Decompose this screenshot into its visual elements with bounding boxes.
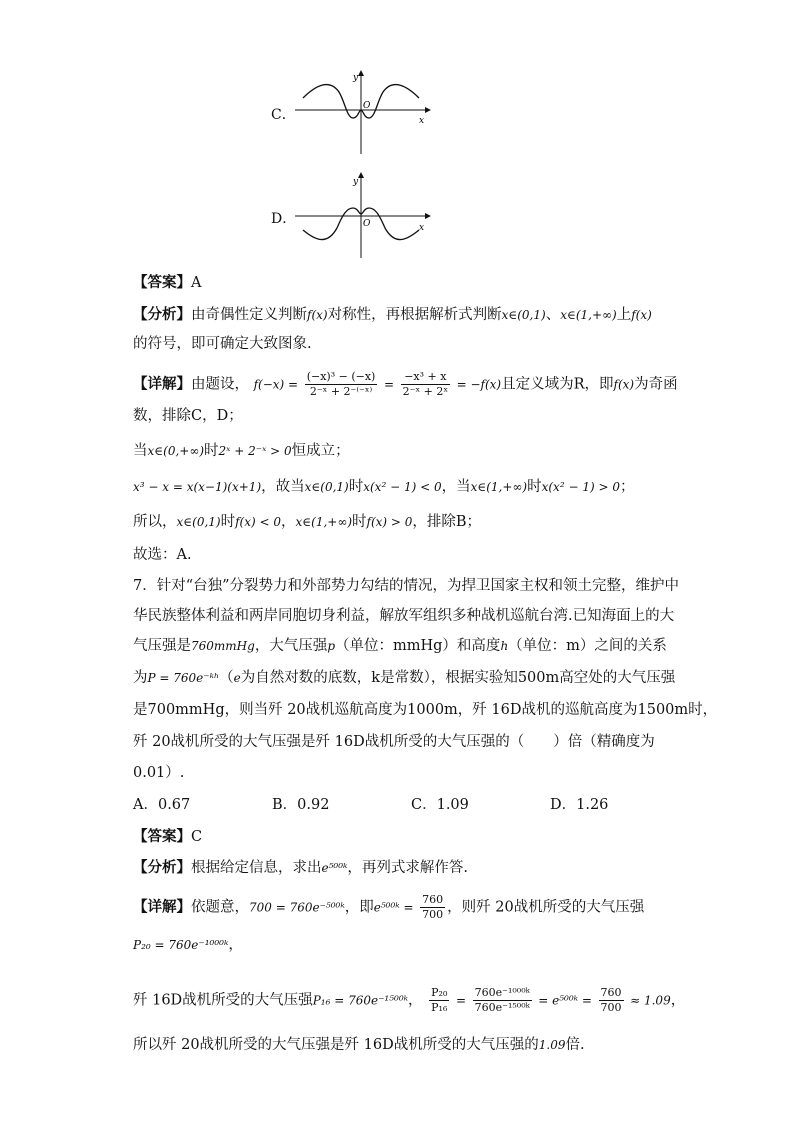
q7-stem-line2: 华民族整体利益和两岸同胞切身利益，解放军组织多种战机巡航台湾.已知海面上的大 — [133, 608, 675, 624]
q6-analysis: 【分析】由奇偶性定义判断f(x)对称性，再根据解析式判断x∈(0,1)、x∈(1,+∞)上f(x) — [133, 306, 652, 323]
q6-fraction-1: $\frac{\text{(−x)³ − (−x)}}{\text{2⁻ˣ + 2⁻⁽⁻ˣ⁾}}$ — [306, 370, 376, 398]
q6-analysis-line2: 的符号，即可确定大致图象. — [133, 336, 312, 352]
q7-option-b: B．0.92 — [272, 797, 330, 813]
q7-stem-line7: 0.01）. — [133, 765, 185, 781]
q7-ratio-fraction: $\frac{\text{P₂₀}}{\text{P₁₆}}$ — [431, 986, 448, 1014]
option-c-origin-label: O — [363, 101, 371, 111]
q7-option-a: A．0.67 — [133, 797, 191, 813]
q7-stem-line3: 气压强是760mmHg，大气压强p（单位：mmHg）和高度h（单位：m）之间的关系 — [133, 638, 667, 654]
q6-detail: 【详解】由题设， f(−x) = $\frac{\text{(−x)³ − (−x)}}{\text{2⁻ˣ + 2⁻⁽⁻ˣ⁾}}$ = $\frac{\text{−x³ + x}}{\text{2⁻ˣ + 2ˣ}}$ = −f(x)且定义域为R，即f(x)为奇函 — [133, 370, 678, 398]
q7-fraction-1: $\frac{760}{700}$ — [422, 893, 444, 921]
option-d-origin-label: O — [363, 219, 371, 229]
q6-answer: 【答案】A — [133, 274, 202, 291]
q7-stem-line4: 为P = 760e⁻ᵏʰ（e为自然对数的底数，k是常数），根据实验知500m高空处的大气压强 — [133, 670, 676, 686]
q7-analysis: 【分析】根据给定信息，求出e⁵⁰⁰ᵏ，再列式求解作答. — [133, 859, 469, 876]
q7-stem-line1: 7．针对“台独”分裂势力和外部势力勾结的情况，为捍卫国家主权和领土完整，维护中 — [133, 578, 680, 594]
option-d-graph — [295, 170, 435, 260]
option-c-x-label: x — [419, 116, 425, 126]
q6-choice: 故选：A. — [133, 547, 192, 563]
q7-detail: 【详解】依题意，700 = 760e⁻⁵⁰⁰ᵏ，即e⁵⁰⁰ᵏ = $\frac{760}{700}$ ，则歼 20战机所受的大气压强 — [133, 893, 645, 921]
option-d-label: D． — [271, 211, 297, 227]
q7-ratio-fraction-2: $\frac{\text{760e⁻¹⁰⁰⁰ᵏ}}{\text{760e⁻¹⁵⁰⁰ᵏ}}$ — [474, 986, 530, 1014]
q7-options — [133, 794, 689, 816]
q7-option-c: C．1.09 — [411, 797, 469, 813]
q6-line3: 当x∈(0,+∞)时2ˣ + 2⁻ˣ > 0恒成立； — [133, 443, 350, 459]
q7-conclusion: 所以歼 20战机所受的大气压强是歼 16D战机所受的大气压强的1.09倍. — [133, 1037, 585, 1053]
option-d-x-label: x — [419, 223, 425, 233]
q6-fraction-2: $\frac{\text{−x³ + x}}{\text{2⁻ˣ + 2ˣ}}$ — [402, 370, 448, 398]
q7-p20: P₂₀ = 760e⁻¹⁰⁰⁰ᵏ， — [133, 937, 243, 953]
q7-p16: 歼 16D战机所受的大气压强P₁₆ = 760e⁻¹⁵⁰⁰ᵏ， $\frac{\text{P₂₀}}{\text{P₁₆}}$ = $\frac{\text{760e⁻¹⁰⁰⁰ᵏ}}{\text{760e⁻¹⁵⁰⁰ᵏ}}$ = e⁵⁰⁰ᵏ = $\frac{760}{700}$ ≈ 1.09， — [133, 986, 686, 1014]
option-c-label: C． — [271, 107, 296, 123]
q7-answer: 【答案】C — [133, 828, 203, 845]
q6-line5: 所以，x∈(0,1)时f(x) < 0，x∈(1,+∞)时f(x) > 0，排除B； — [133, 514, 482, 530]
q6-line4: x³ − x = x(x−1)(x+1)，故当x∈(0,1)时x(x² − 1) < 0，当x∈(1,+∞)时x(x² − 1) > 0； — [133, 479, 635, 495]
q7-stem-line6: 歼 20战机所受的大气压强是歼 16D战机所受的大气压强的（ ）倍（精确度为 — [133, 734, 655, 750]
option-c-graph — [295, 68, 435, 156]
option-c-y-label: y — [353, 73, 359, 83]
option-d-y-label: y — [353, 177, 359, 187]
q6-detail-line2: 数，排除C，D； — [133, 408, 243, 424]
q7-stem-line5: 是700mmHg，则当歼 20战机巡航高度为1000m，歼 16D战机的巡航高度为1500m时， — [133, 702, 718, 718]
q7-option-d: D．1.26 — [550, 797, 609, 813]
q7-ratio-fraction-3: $\frac{760}{700}$ — [600, 986, 622, 1014]
